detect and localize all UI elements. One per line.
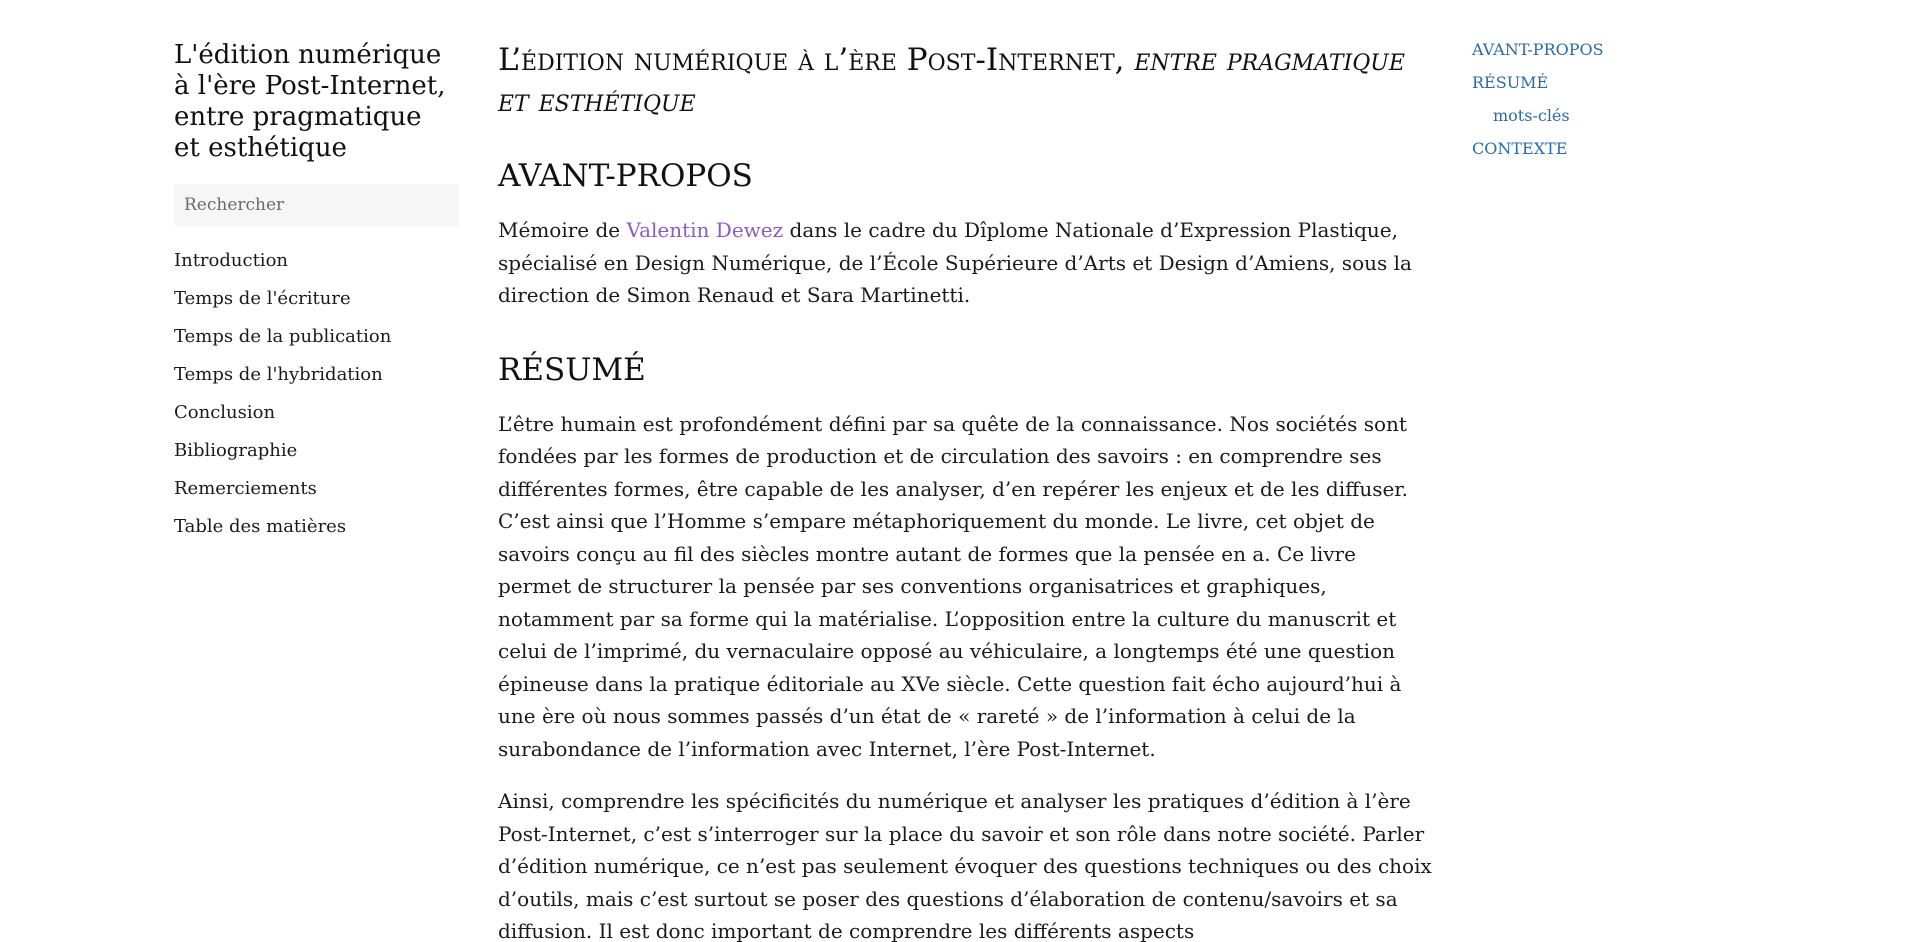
page-toc [1472,38,1732,170]
paragraph [498,214,1433,312]
toc-link[interactable]: AVANT-PROPOS [1472,40,1604,59]
sidebar-nav [174,244,459,548]
text-span: Mémoire de [498,218,627,242]
toc-link[interactable]: mots-clés [1493,106,1570,125]
nav-item-introduction [174,244,459,282]
toc-link[interactable]: RÉSUMÉ [1472,73,1549,92]
document-title [498,40,1433,122]
toc-link[interactable]: CONTEXTE [1472,139,1568,158]
section-resume [498,352,1433,942]
nav-item-conclusion [174,396,459,434]
nav-link[interactable]: Introduction [174,250,288,271]
author-link[interactable]: Valentin Dewez [626,218,784,242]
toc-item-resume [1472,71,1732,104]
nav-item-table-matieres [174,510,459,548]
title-emphasis: entre pragmatique et esthétique [498,42,1405,119]
paragraph: L’être humain est profondément défini par sa quête de la connaissance. Nos sociétés sont fondées par les formes de production et de circulation des savoirs : en comprendre ses différentes formes, être capable de les analyser, d’en repérer les enjeux et de les diffuser. C’est ainsi que l’Homme s’empare métaphoriquement du monde. Le livre, cet objet de savoirs conçu au fil des siècles montre autant de formes que la pensée en a. Ce livre permet de structurer la pensée par ses conventions organisatrices et graphiques, notamment par sa forme qui la matérialise. L’opposition entre la culture du manuscrit et celui de l’imprimé, du vernaculaire opposé au véhiculaire, a longtemps été une question épineuse dans la pratique éditoriale au XVe siècle. Cette question fait écho aujourd’hui à une ère où nous sommes passés d’un état de « rareté » de l’information à celui de la surabondance de l’information avec Internet, l’ère Post-Internet. [498,411,1409,761]
section-avant-propos [498,158,1433,312]
nav-link[interactable]: Temps de la publication [174,326,392,347]
title-main: L’édition numérique à l’ère Post-Internet, [498,42,1135,78]
nav-link[interactable]: Remerciements [174,478,317,499]
section-heading: RÉSUMÉ [498,351,646,388]
toc-item-avant-propos [1472,38,1732,71]
nav-item-temps-hybridation [174,358,459,396]
nav-item-bibliographie [174,434,459,472]
toc-item-contexte [1472,137,1732,170]
nav-item-temps-publication [174,320,459,358]
sidebar [174,40,459,548]
text-span: dans le cadre du Dîplome Nationale d’Expression Plastique, spécialisé en Design Numérique, de l’École Supérieure d’Arts et Design d’Amiens, sous la direction de Simon Renaud et Sara Martinetti. [498,218,1412,307]
nav-link[interactable]: Conclusion [174,402,276,423]
toc-item-mots-cles [1472,104,1732,137]
main-content [498,40,1433,942]
nav-link[interactable]: Temps de l'hybridation [174,364,383,385]
site-title[interactable]: L'édition numérique à l'ère Post-Internet, entre pragmatique et esthétique [174,40,446,163]
search-input[interactable] [174,184,459,226]
paragraph: Ainsi, comprendre les spécificités du numérique et analyser les pratiques d’édition à l’ère Post-Internet, c’est s’interroger sur la place du savoir et son rôle dans notre société. Parler d’édition numérique, ce n’est pas seulement évoquer des questions techniques ou des choix d’outils, mais c’est surtout se poser des questions d’élaboration de contenu/savoirs et sa diffusion. Il est donc important de comprendre les différents aspects [498,789,1432,942]
nav-item-temps-ecriture [174,282,459,320]
nav-link[interactable]: Bibliographie [174,440,298,461]
nav-link[interactable]: Temps de l'écriture [174,288,351,309]
section-heading: AVANT-PROPOS [498,158,753,194]
toc-list [1472,38,1732,170]
nav-link[interactable]: Table des matières [174,516,347,537]
nav-item-remerciements [174,472,459,510]
